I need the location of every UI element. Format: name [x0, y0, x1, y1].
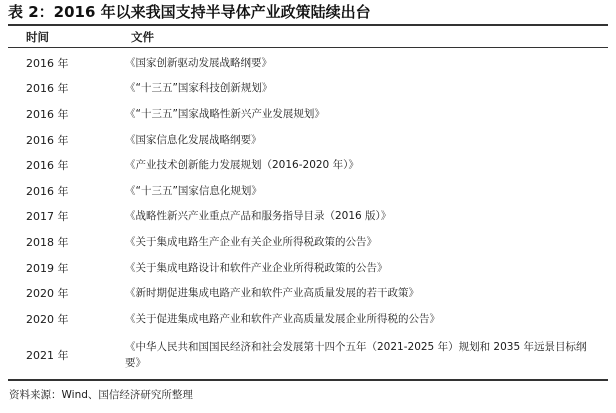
row-year: 2016 年 [26, 133, 69, 147]
table-row [0, 178, 616, 204]
table-row [0, 152, 616, 178]
column-header-document: 文件 [131, 30, 154, 44]
row-year: 2020 年 [26, 287, 69, 301]
policy-table-body [0, 50, 616, 379]
table-row [0, 229, 616, 255]
row-year: 2016 年 [26, 159, 69, 173]
table-title: 表 2：2016 年以来我国支持半导体产业政策陆续出台 [8, 3, 371, 21]
table-row [0, 255, 616, 281]
table-row [0, 204, 616, 230]
row-document: 《国家信息化发展战略纲要》 [125, 133, 262, 146]
row-year: 2017 年 [26, 210, 69, 224]
row-year: 2016 年 [26, 184, 69, 198]
table-row [0, 76, 616, 102]
table-row [0, 332, 616, 379]
row-year: 2018 年 [26, 235, 69, 249]
column-header-time: 时间 [26, 30, 49, 44]
row-document: 《关于促进集成电路产业和软件产业高质量发展企业所得税的公告》 [125, 312, 440, 325]
table-row [0, 101, 616, 127]
row-document: 《新时期促进集成电路产业和软件产业高质量发展的若干政策》 [125, 287, 419, 300]
table-row [0, 50, 616, 76]
bottom-rule [8, 379, 608, 381]
header-rule [8, 47, 608, 48]
source-note: 资料来源：Wind、国信经济研究所整理 [9, 389, 193, 401]
row-document: 《战略性新兴产业重点产品和服务指导目录（2016 版）》 [125, 210, 392, 223]
row-year: 2020 年 [26, 312, 69, 326]
row-document: 《关于集成电路生产企业有关企业所得税政策的公告》 [125, 235, 377, 248]
row-document: 《产业技术创新能力发展规划（2016-2020 年）》 [125, 159, 359, 172]
table-row [0, 127, 616, 153]
row-document: 《“十三五”国家信息化规划》 [125, 184, 262, 197]
row-document: 《“十三五”国家战略性新兴产业发展规划》 [125, 107, 325, 120]
row-document: 《“十三五”国家科技创新规划》 [125, 82, 273, 95]
row-document: 《中华人民共和国国民经济和社会发展第十四个五年（2021-2025 年）规划和 2035 年远景目标纲要》 [125, 341, 587, 370]
row-document: 《国家创新驱动发展战略纲要》 [125, 56, 272, 69]
row-year: 2019 年 [26, 261, 69, 275]
row-year: 2016 年 [26, 56, 69, 70]
row-year: 2016 年 [26, 107, 69, 121]
table-row [0, 306, 616, 332]
table-row [0, 280, 616, 306]
row-year: 2016 年 [26, 82, 69, 96]
row-year: 2021 年 [26, 349, 69, 363]
row-document: 《关于集成电路设计和软件产业企业所得税政策的公告》 [125, 261, 388, 274]
top-rule [8, 24, 608, 26]
